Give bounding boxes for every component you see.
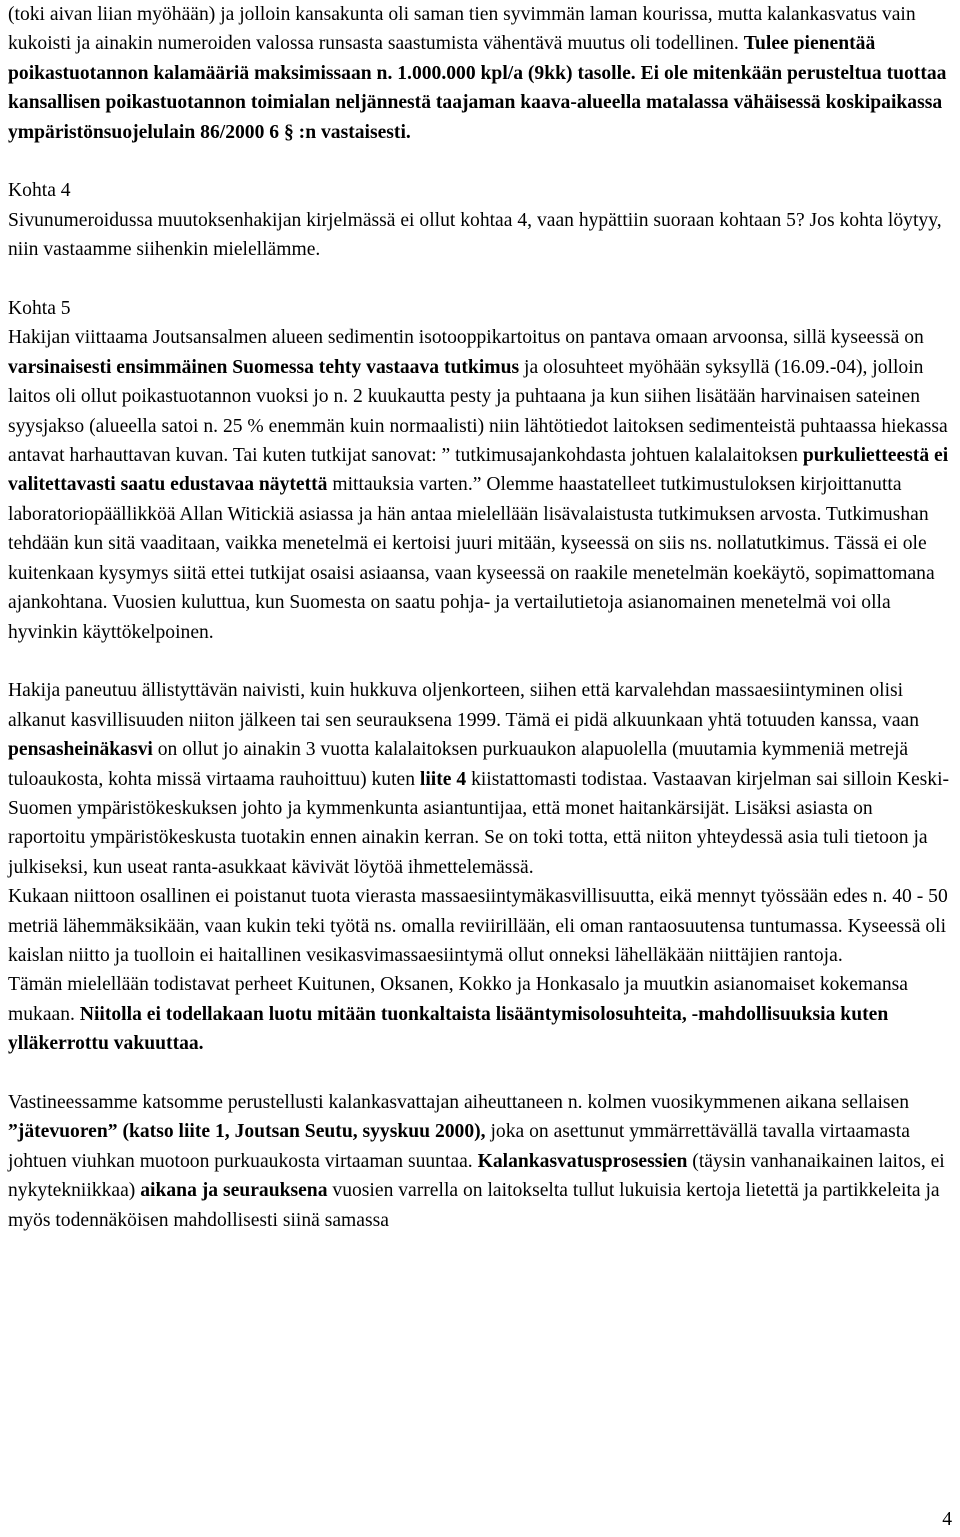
text-run: (täysin vanhanaikainen laitos, ei nykytekniikkaa) — [8, 1150, 945, 1202]
text-run: Vastineessamme katsomme perustellusti kalankasvattajan aiheuttaneen n. kolmen vuosikymmenen aikana sellaisen — [8, 1091, 910, 1113]
text-run: ja olosuhteet myöhään syksyllä (16.09.-04), jolloin laitos oli ollut poikastuotannon vuoksi jo n. 2 kuukautta pesty ja puhtaana ja kun siihen lisätään harvinaisen sateinen syysjakso (alueella satoi n. 25 % enemmän kuin normaalisti) niin lähtötiedot laitoksen sedimenteistä puhtaassa hiekassa antavat harhauttavan kuvan. Tai kuten tutkijat sanovat: ” tutkimusajankohdasta johtuen kalalaitoksen — [8, 356, 948, 467]
section-heading: Kohta 4 — [8, 180, 71, 202]
section-heading: Kohta 5 — [8, 298, 71, 320]
bold-text-run: varsinaisesti ensimmäinen Suomessa tehty vastaava tutkimus — [8, 356, 520, 378]
document-body — [8, 0, 952, 1235]
paragraph-spacer — [8, 647, 952, 676]
bold-text-run: Niitolla ei todellakaan luotu mitään tuonkaltaista lisääntymisolosuhteita, -mahdollisuuksia kuten ylläkerrottu vakuuttaa. — [8, 1003, 889, 1055]
body-paragraph — [8, 323, 952, 646]
bold-text-run: ”jätevuoren” (katso liite 1, Joutsan Seutu, syyskuu 2000), — [8, 1121, 486, 1143]
text-run: Sivunumeroidussa muutoksenhakijan kirjelmässä ei ollut kohtaa 4, vaan hypättiin suoraan kohtaan 5? Jos kohta löytyy, niin vastaamme siihenkin mielellämme. — [8, 209, 942, 261]
page-number: 4 — [942, 1509, 952, 1530]
body-paragraph — [8, 676, 952, 882]
body-paragraph — [8, 1088, 952, 1235]
text-run: on ollut jo ainakin 3 vuotta kalalaitoksen purkuaukon alapuolella (muutamia kymmeniä metrejä tuloaukosta, kohta missä virtaama rauhoittuu) kuten — [8, 739, 909, 790]
text-run: mittauksia varten.” Olemme haastatelleet tutkimustuloksen kirjoittanutta laboratoriopäällikköä Allan Witickiä asiassa ja hän antaa mielellään lisävalaistusta tutkimuksen arvosta. Tutkimushan tehdään kun sitä vaaditaan, vaikka menetelmä ei kertoisi juuri mitään, kyseessä on siis ns. nollatutkimus. Tässä ei ole kuitenkaan kysymys siitä ettei tutkijat osaisi asiaansa, vaan kyseessä on raakile menetelmän koekäytö, sopimattomana ajankohtana. Vuosien kuluttua, kun Suomesta on saatu pohja- ja vertailutietoja asianomainen menetelmä voi olla hyvinkin käyttökelpoinen. — [8, 474, 935, 643]
bold-text-run: purkulietteestä ei valitettavasti saatu edustavaa näytettä — [8, 445, 949, 496]
bold-text-run: pensasheinäkasvi — [8, 739, 153, 761]
bold-text-run: Kalankasvatusprosessien — [477, 1150, 688, 1172]
text-run: kiistattomasti todistaa. Vastaavan kirjelman sai silloin Keski-Suomen ympäristökeskuksen johto ja kymmenkunta asiantuntijaa, että monet haitankärsijät. Lisäksi asiasta on raportoitu ympäristökeskusta tuotakin ennen ainakin kerran. Se on toki totta, että niiton yhteydessä asia tuli tietoon ja julkiseksi, kun useat ranta-asukkaat kävivät löytöä ihmettelemässä. — [8, 768, 950, 878]
text-run: (toki aivan liian myöhään) ja jolloin kansakunta oli saman tien syvimmän laman kourissa, mutta kalankasvatus vain kukoisti ja ainakin numeroiden valossa runsasta saastumista vähentävä muutus oli todellinen. — [8, 4, 916, 55]
paragraph-spacer — [8, 147, 952, 176]
text-run: Kukaan niittoon osallinen ei poistanut tuota vierasta massaesiintymäkasvillisuutta, eikä mennyt työssään edes n. 40 - 50 metriä lähemmäksikään, vaan kukin teki työtä ns. omalla reviirillään, eli oman rantaosuutensa tuntumassa. Kyseessä oli kaislan niitto ja tuolloin ei haitallinen vesikasvimassaesiintymä ollut onneksi lähelläkään niittäjien rantoja. — [8, 886, 948, 966]
paragraph-spacer — [8, 265, 952, 294]
body-paragraph — [8, 970, 952, 1058]
bold-text-run: Tulee pienentää poikastuotannon kalamääriä maksimissaan n. 1.000.000 kpl/a (9kk) tasolle. Ei ole mitenkään perusteltua tuottaa kansallisen poikastuotannon toimialan neljännestä taajaman kaava-alueella matalassa vähäisessä koskipaikassa ympäristönsuojelulain 86/2000 6 § :n vastaisesti. — [8, 33, 947, 143]
text-run: Hakija paneutuu ällistyttävän naivisti, kuin hukkuva oljenkorteen, siihen että karvalehdan massaesiintyminen olisi alkanut kasvillisuuden niiton jälkeen tai sen seurauksena 1999. Tämä ei pidä alkuunkaan yhtä totuuden kanssa, vaan — [8, 680, 920, 731]
text-run: Tämän mielellään todistavat perheet Kuitunen, Oksanen, Kokko ja Honkasalo ja muutkin asianomaiset kokemansa mukaan. — [8, 974, 908, 1025]
text-run: joka on asettunut ymmärrettävällä tavalla virtaamasta johtuen viuhkan muotoon purkuaukosta virtaaman suuntaa. — [8, 1121, 910, 1172]
text-run: vuosien varrella on laitokselta tullut lukuisia kertoja lietettä ja partikkeleita ja myös todennäköisen mahdollisesti siinä samassa — [8, 1180, 940, 1231]
bold-text-run: liite 4 — [419, 768, 467, 790]
body-paragraph — [8, 206, 952, 265]
body-paragraph — [8, 0, 952, 147]
body-paragraph — [8, 882, 952, 970]
paragraph-spacer — [8, 1059, 952, 1088]
text-run: Hakijan viittaama Joutsansalmen alueen sedimentin isotooppikartoitus on pantava omaan arvoonsa, sillä kyseessä on — [8, 327, 924, 349]
bold-text-run: aikana ja seurauksena — [140, 1180, 328, 1202]
